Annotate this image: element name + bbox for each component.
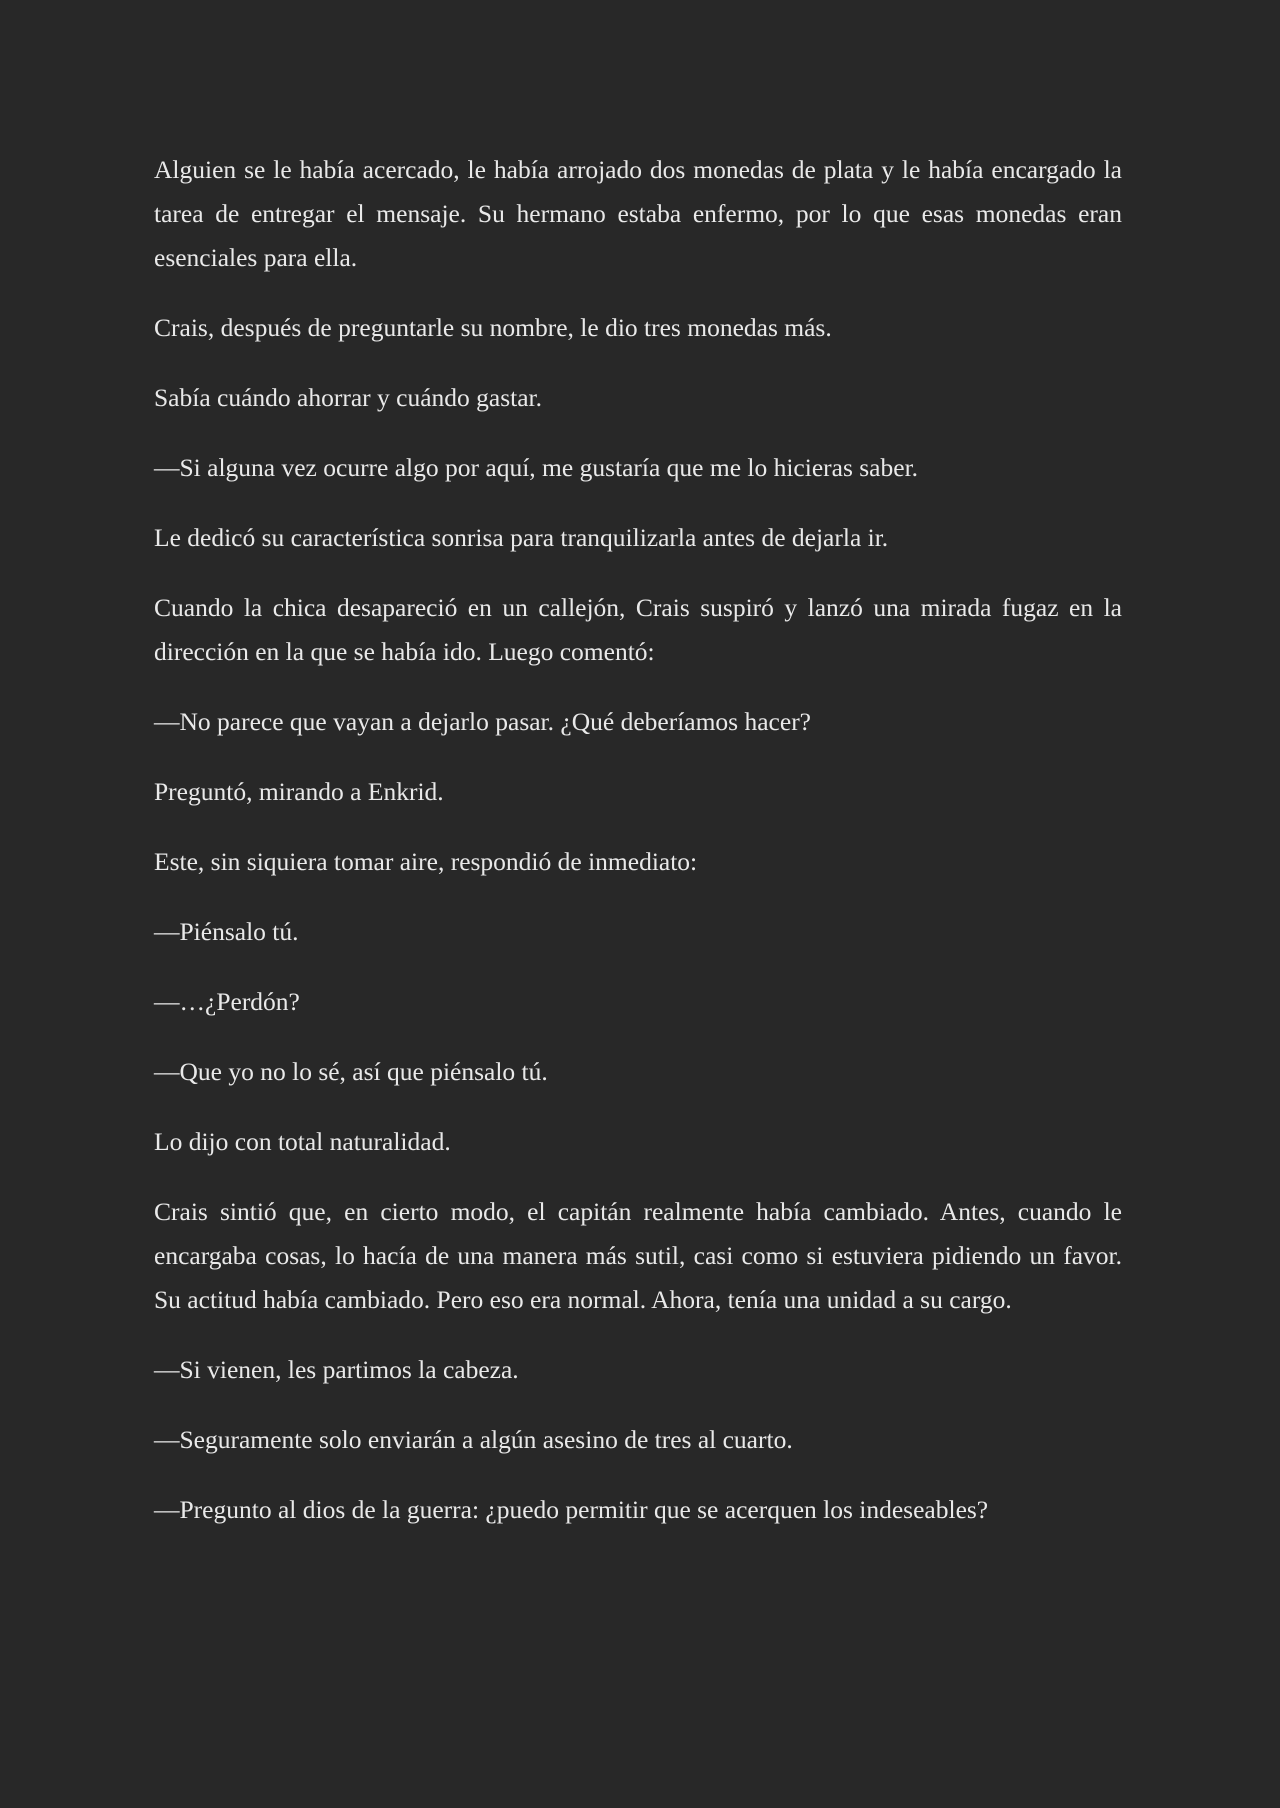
dialogue-line: —No parece que vayan a dejarlo pasar. ¿Qué deberíamos hacer?	[154, 707, 811, 736]
dialogue-line: —Que yo no lo sé, así que piénsalo tú.	[154, 1057, 548, 1086]
dialogue-line: —Seguramente solo enviarán a algún asesino de tres al cuarto.	[154, 1425, 793, 1454]
chapter-text	[154, 148, 1122, 1558]
paragraph: Le dedicó su característica sonrisa para tranquilizarla antes de dejarla ir.	[154, 523, 889, 552]
dialogue-line: —…¿Perdón?	[154, 987, 300, 1016]
paragraph: Alguien se le había acercado, le había arrojado dos monedas de plata y le había encargado la tarea de entregar el mensaje. Su hermano estaba enfermo, por lo que esas monedas eran esenciales para ella.	[154, 155, 1122, 272]
dialogue-line: —Si vienen, les partimos la cabeza.	[154, 1355, 519, 1384]
dialogue-line: —Piénsalo tú.	[154, 917, 299, 946]
dialogue-line: —Si alguna vez ocurre algo por aquí, me gustaría que me lo hicieras saber.	[154, 453, 919, 482]
paragraph: Crais sintió que, en cierto modo, el capitán realmente había cambiado. Antes, cuando le encargaba cosas, lo hacía de una manera más sutil, casi como si estuviera pidiendo un favor. Su actitud había cambiado. Pero eso era normal. Ahora, tenía una unidad a su cargo.	[154, 1197, 1122, 1314]
paragraph: Este, sin siquiera tomar aire, respondió de inmediato:	[154, 847, 698, 876]
dialogue-line: —Pregunto al dios de la guerra: ¿puedo permitir que se acerquen los indeseables?	[154, 1495, 989, 1524]
paragraph: Cuando la chica desapareció en un callejón, Crais suspiró y lanzó una mirada fugaz en la dirección en la que se había ido. Luego comentó:	[154, 593, 1122, 666]
paragraph: Lo dijo con total naturalidad.	[154, 1127, 451, 1156]
paragraph: Preguntó, mirando a Enkrid.	[154, 777, 444, 806]
paragraph: Sabía cuándo ahorrar y cuándo gastar.	[154, 383, 543, 412]
paragraph: Crais, después de preguntarle su nombre, le dio tres monedas más.	[154, 313, 832, 342]
